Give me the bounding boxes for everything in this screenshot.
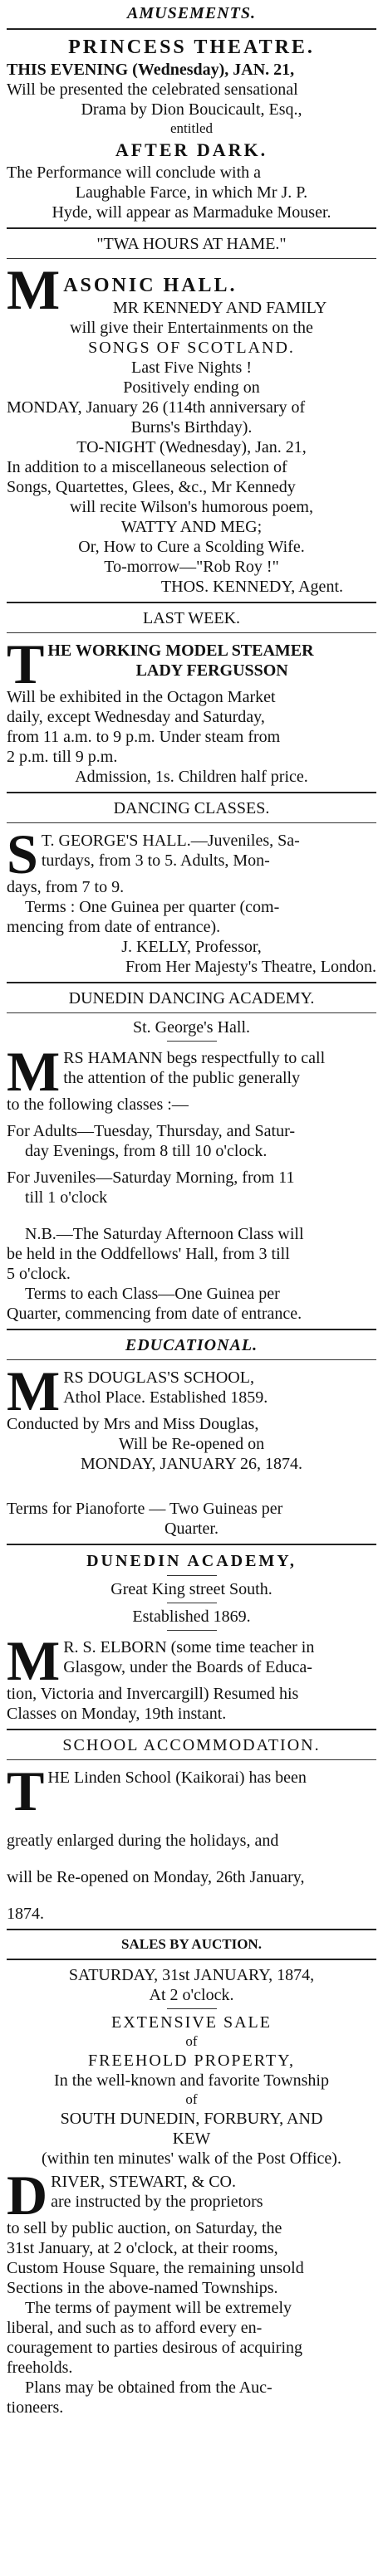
ad-line: of [185,2091,198,2107]
ad-line: THOS. KENNEDY, Agent. [160,578,343,596]
dropcap: T [7,637,45,695]
ad-line: FREEHOLD PROPERTY, [88,2052,295,2070]
ad-line: Established 1869. [132,1608,251,1626]
ad-line: Plans may be obtained from the Auc- [25,2378,273,2397]
ad-line: 5 o'clock. [7,1265,71,1283]
ad-line: WATTY AND MEG; [120,518,263,536]
divider [7,1959,376,1960]
dancing-classes-heading: DANCING CLASSES. [113,799,270,817]
ad-line: Quarter. [164,1520,219,1538]
divider [7,632,376,633]
ad-line: are instructed by the proprietors [51,2193,263,2211]
ad-line: tioneers. [7,2398,64,2417]
educational-header: EDUCATIONAL. [125,1336,258,1354]
school-accommodation-heading: SCHOOL ACCOMMODATION. [62,1736,321,1754]
divider [7,1929,376,1930]
ad-line: Great King street South. [110,1580,273,1598]
twa-hours-heading: "TWA HOURS AT HAME." [96,235,287,253]
ad-line: turdays, from 3 to 5. Adults, Mon- [41,851,270,870]
ad-line: from 11 a.m. to 9 p.m. Under steam from [7,728,281,746]
ad-line: freeholds. [7,2359,73,2377]
ad-line: The terms of payment will be extremely [25,2299,292,2317]
ad-line: entitled [170,120,213,136]
ad-line: greatly enlarged during the holidays, and [7,1832,279,1850]
ad-line: KEW [172,2130,211,2148]
ad-line: For Juveniles—Saturday Morning, from 11 [7,1168,295,1187]
sales-header: SALES BY AUCTION. [121,1936,262,1952]
divider [7,1729,376,1730]
princess-theatre-ad [7,35,376,222]
ad-line: Glasgow, under the Boards of Educa- [63,1658,312,1676]
divider [7,28,376,30]
masonic-title: ASONIC HALL. [63,275,238,296]
ad-line: At 2 o'clock. [149,1986,234,2004]
ad-line: Custom House Square, the remaining unsold [7,2259,304,2277]
ad-line: Terms : One Guinea per quarter (com- [25,898,280,916]
ad-line: RS HAMANN begs respectfully to call [63,1049,326,1067]
princess-title: PRINCESS THEATRE. [68,37,315,58]
ad-line: of [185,2033,198,2049]
ad-line: AFTER DARK. [115,139,268,160]
ad-line: EXTENSIVE SALE [111,2013,272,2032]
ad-line: will give their Entertainments on the [70,319,313,337]
ad-line: 1874. [7,1905,44,1923]
ad-line: R. S. ELBORN (some time teacher in [63,1638,315,1656]
ad-line: day Evenings, from 8 till 10 o'clock. [25,1142,268,1160]
ad-line: In the well-known and favorite Township [54,2071,329,2090]
ad-line: Terms for Pianoforte — Two Guineas per [7,1500,283,1518]
dropcap: T [7,1764,45,1822]
linden-school-ad [7,1764,376,1924]
ad-line: will recite Wilson's humorous poem, [70,498,313,516]
ad-line: SONGS OF SCOTLAND. [88,339,295,357]
dropcap: M [7,1364,61,1422]
dunedin-academy-heading: DUNEDIN ACADEMY, [86,1552,297,1570]
ad-line: From Her Majesty's Theatre, London. [125,958,376,976]
dancing-academy-heading: DUNEDIN DANCING ACADEMY. [68,989,315,1007]
dropcap: M [7,1045,61,1103]
divider [167,2008,217,2009]
ad-line: HE Linden School (Kaikorai) has been [47,1769,307,1787]
divider [7,1012,376,1013]
divider [167,1041,217,1042]
hamann-ad [7,1045,376,1324]
amusements-header: AMUSEMENTS. [127,4,256,22]
divider [167,1630,217,1631]
dropcap: M [7,1634,61,1692]
divider [7,792,376,793]
ad-line: T. GEORGE'S HALL.—Juveniles, Sa- [41,832,300,850]
academy-location: St. George's Hall. [133,1018,250,1037]
ad-line: Or, How to Cure a Scolding Wife. [78,538,305,556]
elborn-ad [7,1634,376,1724]
ad-line: To-morrow—"Rob Roy !" [104,558,279,576]
ad-line: Conducted by Mrs and Miss Douglas, [7,1415,259,1433]
ad-line: Sections in the above-named Townships. [7,2279,278,2297]
divider [7,602,376,603]
ad-line: Classes on Monday, 19th instant. [7,1705,227,1723]
ad-line: will be Re-opened on Monday, 26th January, [7,1868,305,1886]
dancing-ad [7,827,376,977]
ad-line: LADY FERGUSSON [135,661,288,680]
divider [7,1544,376,1545]
ad-line: Quarter, commencing from date of entrance. [7,1305,302,1323]
ad-line: THIS EVENING (Wednesday), JAN. 21, [7,61,295,79]
ad-line: HE WORKING MODEL STEAMER [47,642,314,660]
newspaper-column [7,0,376,2417]
ad-line: Hyde, will appear as Marmaduke Mouser. [52,203,331,222]
ad-line: mencing from date of entrance). [7,918,221,936]
ad-line: Laughable Farce, in which Mr J. P. [75,183,308,202]
divider [7,1329,376,1330]
ad-line: MR KENNEDY AND FAMILY [112,299,327,317]
douglas-school-ad [7,1364,376,1539]
ad-line: The Performance will conclude with a [7,163,261,182]
ad-line: J. KELLY, Professor, [121,938,262,956]
ad-line: 31st January, at 2 o'clock, at their rooms, [7,2239,278,2257]
dropcap: S [7,827,38,886]
masonic-hall-ad [7,263,376,597]
auction-ad [7,1965,376,2417]
ad-line: Positively ending on [123,378,260,397]
ad-line: MONDAY, JANUARY 26, 1874. [80,1455,303,1473]
divider [167,1575,217,1576]
divider [7,1359,376,1360]
divider [7,227,376,229]
ad-line: Terms to each Class—One Guinea per [25,1285,280,1303]
ad-line: days, from 7 to 9. [7,878,125,896]
ad-line: Burns's Birthday). [130,418,253,437]
steamer-ad [7,637,376,787]
ad-line: couragement to parties desirous of acquiring [7,2339,302,2357]
ad-line: daily, except Wednesday and Saturday, [7,708,265,726]
ad-line: SATURDAY, 31st JANUARY, 1874, [68,1966,315,1984]
ad-line: be held in the Oddfellows' Hall, from 3 till [7,1245,290,1263]
ad-line: Songs, Quartettes, Glees, &c., Mr Kennedy [7,478,296,496]
ad-line: to sell by public auction, on Saturday, the [7,2219,282,2237]
ad-line: TO-NIGHT (Wednesday), Jan. 21, [76,438,307,456]
ad-line: SOUTH DUNEDIN, FORBURY, AND [60,2110,323,2128]
ad-line: In addition to a miscellaneous selection of [7,458,287,476]
ad-line: Athol Place. Established 1859. [63,1388,268,1407]
ad-line: liberal, and such as to afford every en- [7,2319,263,2337]
last-week-heading: LAST WEEK. [142,609,241,627]
ad-line: RS DOUGLAS'S SCHOOL, [63,1368,254,1387]
ad-line: 2 p.m. till 9 p.m. [7,748,118,766]
ad-line: Will be presented the celebrated sensational [7,80,298,99]
divider [7,822,376,823]
ad-line: Drama by Dion Boucicault, Esq., [81,100,302,119]
ad-line: tion, Victoria and Invercargill) Resumed his [7,1685,299,1703]
ad-line: Admission, 1s. Children half price. [75,768,308,786]
ad-line: Will be exhibited in the Octagon Market [7,688,276,706]
ad-line: N.B.—The Saturday Afternoon Class will [25,1225,304,1243]
ad-line: MONDAY, January 26 (114th anniversary of [7,398,306,417]
dropcap: M [7,263,61,321]
divider [7,258,376,259]
ad-line: to the following classes :— [7,1095,189,1114]
divider [7,982,376,983]
ad-line: Last Five Nights ! [131,359,252,377]
ad-line: For Adults—Tuesday, Thursday, and Satur- [7,1122,296,1140]
dropcap: D [7,2169,48,2227]
ad-line: the attention of the public generally [63,1069,301,1087]
ad-line: RIVER, STEWART, & CO. [51,2173,236,2191]
ad-line: Will be Re-opened on [118,1435,265,1453]
ad-line: (within ten minutes' walk of the Post Office). [42,2149,341,2168]
divider [7,1759,376,1760]
ad-line: till 1 o'clock [25,1188,108,1207]
